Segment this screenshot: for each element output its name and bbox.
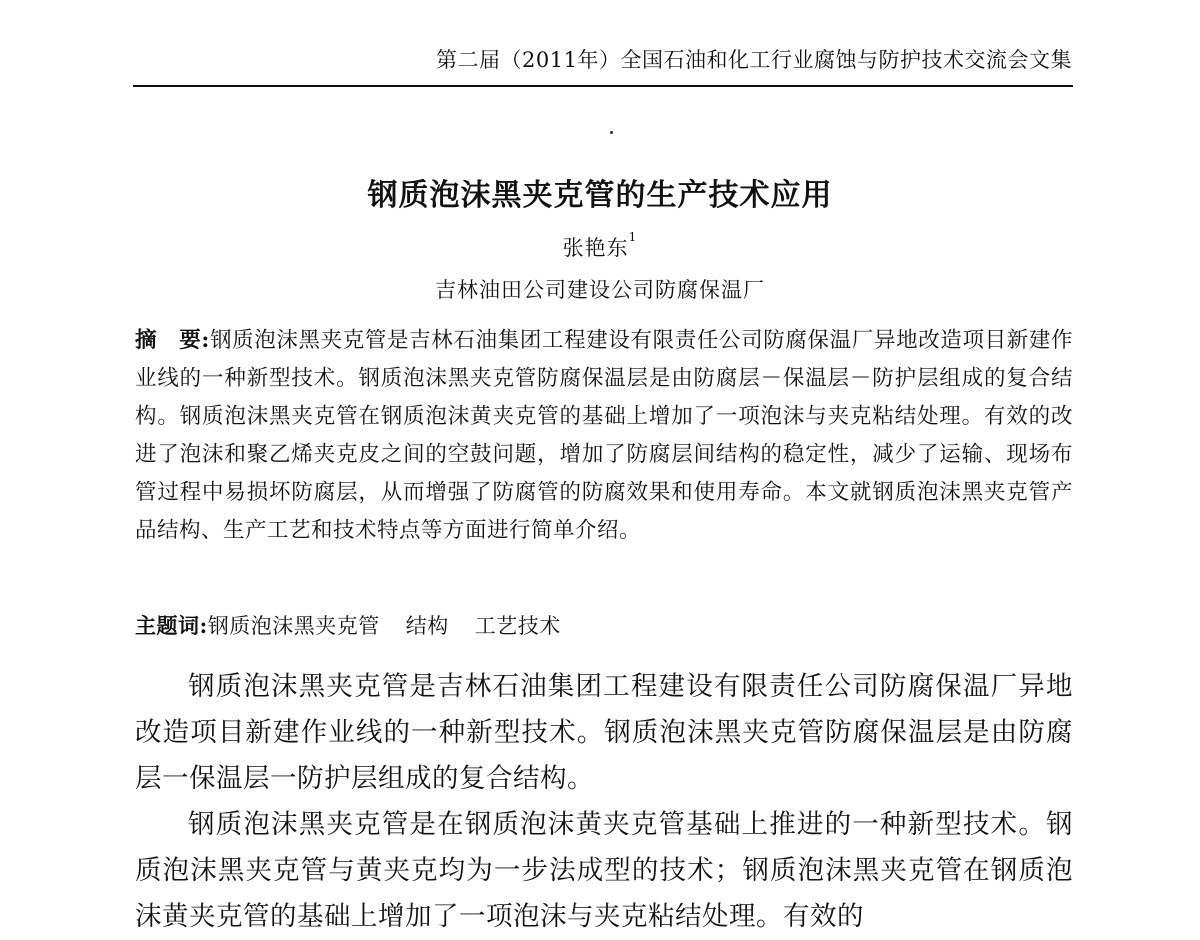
- abstract: [135, 322, 1073, 550]
- scan-speck: [610, 131, 613, 134]
- keywords-label: 主题词:: [135, 613, 208, 638]
- abstract-label: 摘 要:: [135, 328, 210, 353]
- paper-title: 钢质泡沫黑夹克管的生产技术应用: [367, 178, 833, 213]
- keywords: [135, 610, 1073, 640]
- body-paragraph: 钢质泡沫黑夹克管是吉林石油集团工程建设有限责任公司防腐保温厂异地改造项目新建作业线的一种新型技术。钢质泡沫黑夹克管防腐保温层是由防腐层一保温层一防护层组成的复合结构。: [135, 671, 1073, 794]
- header-rule: [133, 85, 1073, 87]
- author-line: [0, 232, 1200, 262]
- running-header: 第二届（2011年）全国石油和化工行业腐蚀与防护技术交流会文集: [436, 48, 1072, 72]
- keyword: 钢质泡沫黑夹克管: [207, 614, 380, 638]
- author-affiliation-mark: 1: [628, 230, 638, 244]
- abstract-text: 钢质泡沫黑夹克管是吉林石油集团工程建设有限责任公司防腐保温厂异地改造项目新建作业线的一种新型技术。钢质泡沫黑夹克管防腐保温层是由防腐层－保温层－防护层组成的复合结构。钢质泡沫黑夹克管在钢质泡沫黄夹克管的基础上增加了一项泡沫与夹克粘结处理。有效的改进了泡沫和聚乙烯夹克皮之间的空鼓问题，增加了防腐层间结构的稳定性，减少了运输、现场布管过程中易损坏防腐层，从而增强了防腐管的防腐效果和使用寿命。本文就钢质泡沫黑夹克管产品结构、生产工艺和技术特点等方面进行简单介绍。: [135, 328, 1073, 543]
- author-affiliation: 吉林油田公司建设公司防腐保温厂: [435, 278, 765, 302]
- keyword: 结构: [405, 614, 449, 638]
- body-paragraph: 钢质泡沫黑夹克管是在钢质泡沫黄夹克管基础上推进的一种新型技术。钢质泡沫黑夹克管与黄夹克均为一步法成型的技术；钢质泡沫黑夹克管在钢质泡沫黄夹克管的基础上增加了一项泡沫与夹克粘结处理。有效的: [135, 809, 1073, 932]
- keyword: 工艺技术: [474, 614, 561, 638]
- author-name: 张艳东: [562, 236, 629, 260]
